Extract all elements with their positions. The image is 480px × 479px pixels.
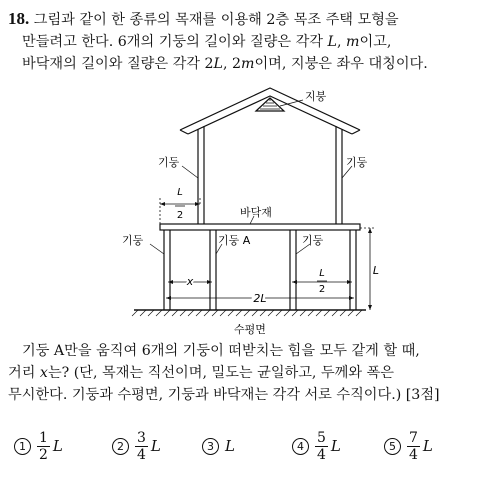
choice-2-fraction: $\frac{3}{4}$	[137, 429, 146, 463]
label-upper-right-column: 기둥	[346, 156, 368, 169]
ground-hatch	[132, 310, 362, 316]
label-column-a: 기둥 A	[218, 234, 251, 247]
choice-1-mark: 1	[14, 438, 31, 455]
floor-board	[160, 224, 360, 230]
choice-5-fraction: $\frac{7}{4}$	[409, 429, 418, 463]
label-ground: 수평면	[234, 323, 266, 336]
upper-right-column	[336, 126, 342, 224]
label-roof: 지붕	[305, 90, 327, 103]
choice-4-fraction: $\frac{5}{4}$	[317, 429, 326, 463]
label-floor: 바닥재	[240, 206, 272, 219]
problem-statement	[8, 8, 472, 75]
question-line-2: 거리 x는? (단, 목재는 직선이며, 밀도는 균일하고, 두께와 폭은	[8, 365, 394, 381]
label-x: x	[186, 275, 194, 288]
label-lower-left-column: 기둥	[122, 234, 144, 247]
label-pointers	[150, 100, 352, 254]
label-half-L-den: 2	[176, 210, 184, 221]
question-line-3: 무시한다. 기둥과 수평면, 기둥과 바닥재는 각각 서로 수직이다.) [3점]	[8, 387, 440, 403]
choice-4-mark: 4	[292, 438, 309, 455]
problem-line-3: 바닥재의 길이와 질량은 각각 2L, 2m이며, 지붕은 좌우 대칭이다.	[22, 56, 428, 72]
answer-choices	[14, 424, 474, 468]
roof-right-end	[352, 130, 360, 134]
label-2L: 2L	[253, 292, 267, 305]
choice-3[interactable]: 3 L	[202, 424, 235, 468]
choice-1[interactable]: 1 $\frac{1}{2}$ L	[14, 424, 63, 468]
label-height-L: L	[372, 264, 380, 277]
label-lower-right-column: 기둥	[302, 234, 324, 247]
label-upper-left-column: 기둥	[158, 156, 180, 169]
choice-5-mark: 5	[384, 438, 401, 455]
upper-left-column	[198, 126, 204, 224]
question-line-1: 기둥 A만을 움직여 6개의 기둥이 떠받치는 힘을 모두 같게 할 때,	[22, 343, 420, 359]
problem-line-2: 만들려고 한다. 6개의 기둥의 길이와 질량은 각각 L, m이고,	[22, 34, 392, 50]
choice-2[interactable]: 2 $\frac{3}{4}$ L	[112, 424, 161, 468]
label-half-L2-den: 2	[318, 284, 326, 295]
problem-line-1: 18. 그림과 같이 한 종류의 목재를 이용해 2층 목조 주택 모형을	[8, 9, 399, 28]
choice-4[interactable]: 4 $\frac{5}{4}$ L	[292, 424, 341, 468]
choice-2-mark: 2	[112, 438, 129, 455]
problem-number: 18.	[8, 9, 30, 28]
house-model-figure	[120, 78, 380, 340]
label-half-L-num: L	[177, 187, 183, 198]
choice-3-mark: 3	[202, 438, 219, 455]
question-text	[8, 340, 474, 406]
label-half-L2-num: L	[319, 268, 325, 279]
choice-5[interactable]: 5 $\frac{7}{4}$ L	[384, 424, 433, 468]
roof-left-end	[180, 130, 188, 134]
choice-1-fraction: $\frac{1}{2}$	[39, 429, 48, 463]
